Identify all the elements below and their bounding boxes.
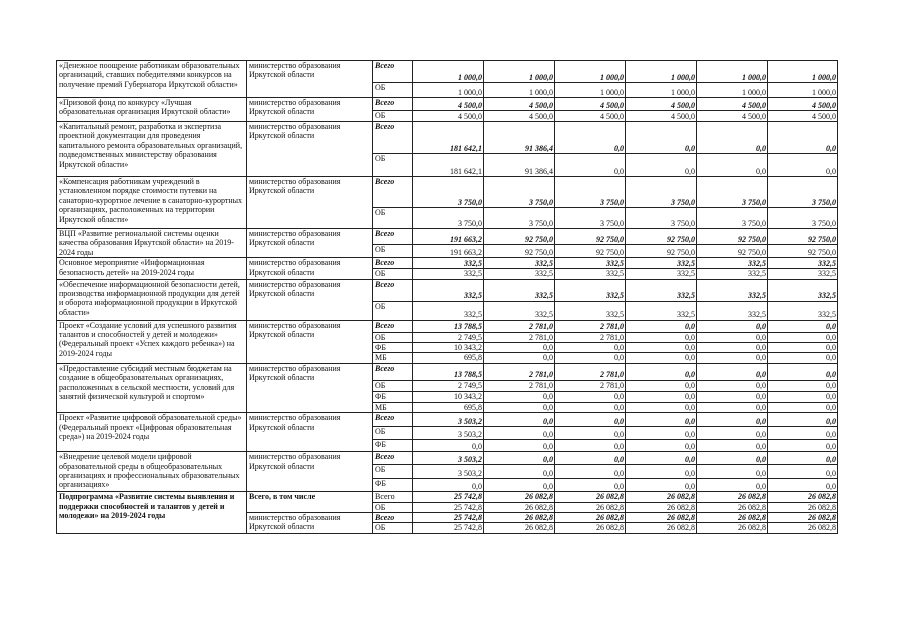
funding-source-cell: Всего [373,229,413,245]
amount-cell: 0,0 [768,413,838,427]
amount-cell: 1 000,0 [768,83,838,98]
amount-cell: 0,0 [768,391,838,402]
responsible-executor-cell: министерство образования Иркутской области [247,320,373,363]
amount-cell: 0,0 [768,154,838,177]
amount-cell: 332,5 [413,269,484,279]
amount-cell: 92 750,0 [768,229,838,245]
amount-cell: 0,0 [555,391,626,402]
amount-cell: 0,0 [768,427,838,440]
amount-cell: 4 500,0 [484,98,555,111]
amount-cell: 0,0 [768,452,838,465]
funding-source-cell: ОБ [373,465,413,479]
amount-cell: 0,0 [626,380,697,391]
amount-cell: 3 750,0 [484,208,555,229]
amount-cell: 332,5 [626,301,697,320]
amount-cell: 1 000,0 [413,61,484,83]
amount-cell: 0,0 [697,343,768,353]
amount-cell: 4 500,0 [768,98,838,111]
amount-cell: 26 082,8 [555,502,626,512]
amount-cell: 695,8 [413,353,484,363]
amount-cell: 1 000,0 [484,83,555,98]
amount-cell: 332,5 [484,269,555,279]
program-name-cell: «Обеспечение информационной безопасности детей, производства информационной продукции для детей и оборота информационной продукции в Иркутской области» [57,279,247,320]
amount-cell: 13 788,5 [413,363,484,380]
program-name-cell: Проект «Создание условий для успешного развития талантов и способностей у детей и молодежи» (Федеральный проект «Успех каждого ребенка») на 2019-2024 годы [57,320,247,363]
program-name-cell: «Призовой фонд по конкурсу «Лучшая образовательная организация Иркутской области» [57,98,247,122]
amount-cell: 0,0 [768,343,838,353]
amount-cell: 0,0 [768,122,838,154]
amount-cell: 25 742,8 [413,502,484,512]
table-row [57,122,838,154]
amount-cell: 0,0 [697,427,768,440]
amount-cell: 332,5 [626,258,697,269]
amount-cell: 0,0 [697,353,768,363]
amount-cell: 92 750,0 [697,229,768,245]
funding-source-cell: ОБ [373,245,413,258]
amount-cell: 332,5 [484,279,555,301]
program-name-cell: «Денежное поощрение работникам образовательных организаций, ставших победителями конкурсов на получение премий Губернатора Иркутской области» [57,61,247,98]
responsible-executor-cell: министерство образования Иркутской области [247,279,373,320]
program-name-cell: ВЦП «Развитие региональной системы оценки качества образования Иркутской области» на 2019-2024 годы [57,229,247,258]
table-row [57,98,838,111]
amount-cell: 0,0 [697,122,768,154]
amount-cell: 2 749,5 [413,380,484,391]
amount-cell: 0,0 [697,465,768,479]
funding-source-cell: ОБ [373,523,413,533]
amount-cell: 0,0 [768,402,838,412]
responsible-executor-cell: министерство образования Иркутской области [247,513,373,534]
amount-cell: 0,0 [484,440,555,452]
amount-cell: 25 742,8 [413,492,484,502]
responsible-executor-cell: министерство образования Иркутской области [247,98,373,122]
amount-cell: 0,0 [484,479,555,492]
amount-cell: 1 000,0 [626,83,697,98]
amount-cell: 332,5 [768,269,838,279]
responsible-executor-cell: министерство образования Иркутской области [247,177,373,229]
amount-cell: 4 500,0 [626,98,697,111]
amount-cell: 0,0 [413,479,484,492]
amount-cell: 332,5 [484,258,555,269]
amount-cell: 0,0 [555,413,626,427]
funding-source-cell: ОБ [373,269,413,279]
amount-cell: 0,0 [697,391,768,402]
amount-cell: 1 000,0 [697,83,768,98]
amount-cell: 332,5 [697,269,768,279]
amount-cell: 92 750,0 [484,245,555,258]
amount-cell: 3 750,0 [555,208,626,229]
amount-cell: 26 082,8 [484,492,555,502]
responsible-executor-cell: министерство образования Иркутской области [247,363,373,412]
amount-cell: 332,5 [626,269,697,279]
amount-cell: 92 750,0 [626,245,697,258]
amount-cell: 4 500,0 [555,98,626,111]
amount-cell: 0,0 [555,353,626,363]
amount-cell: 4 500,0 [768,111,838,122]
program-name-cell: «Предоставление субсидий местным бюджетам на создание в общеобразовательных организациях, расположенных в сельской местности, условий для занятий физической культурой и спортом» [57,363,247,412]
amount-cell: 332,5 [697,279,768,301]
amount-cell: 0,0 [697,154,768,177]
amount-cell: 26 082,8 [626,502,697,512]
amount-cell: 0,0 [555,440,626,452]
funding-source-cell: Всего [373,320,413,332]
budget-table-body [57,61,838,534]
amount-cell: 2 781,0 [484,332,555,342]
amount-cell: 3 503,2 [413,452,484,465]
amount-cell: 332,5 [484,301,555,320]
table-row [57,492,838,502]
amount-cell: 0,0 [626,320,697,332]
program-name-cell: Основное мероприятие «Информационная безопасность детей» на 2019-2024 годы [57,258,247,279]
funding-source-cell: Всего [373,177,413,208]
amount-cell: 3 750,0 [626,208,697,229]
amount-cell: 332,5 [768,301,838,320]
amount-cell: 0,0 [697,479,768,492]
amount-cell: 91 386,4 [484,154,555,177]
budget-table-sheet [56,60,837,534]
amount-cell: 2 781,0 [555,320,626,332]
amount-cell: 2 749,5 [413,332,484,342]
funding-source-cell: ОБ [373,83,413,98]
amount-cell: 0,0 [697,413,768,427]
amount-cell: 26 082,8 [768,492,838,502]
amount-cell: 92 750,0 [697,245,768,258]
amount-cell: 1 000,0 [768,61,838,83]
amount-cell: 1 000,0 [626,61,697,83]
amount-cell: 0,0 [555,479,626,492]
table-row [57,258,838,269]
amount-cell: 25 742,8 [413,523,484,533]
funding-source-cell: Всего [373,258,413,269]
amount-cell: 3 750,0 [768,208,838,229]
amount-cell: 332,5 [413,258,484,269]
amount-cell: 3 750,0 [626,177,697,208]
table-row [57,363,838,380]
funding-source-cell: ОБ [373,427,413,440]
amount-cell: 26 082,8 [768,523,838,533]
amount-cell: 3 750,0 [413,177,484,208]
amount-cell: 0,0 [484,413,555,427]
amount-cell: 0,0 [697,363,768,380]
amount-cell: 3 750,0 [768,177,838,208]
amount-cell: 26 082,8 [697,492,768,502]
amount-cell: 332,5 [413,279,484,301]
amount-cell: 332,5 [768,258,838,269]
amount-cell: 26 082,8 [697,523,768,533]
table-row [57,229,838,245]
amount-cell: 4 500,0 [626,111,697,122]
funding-source-cell: МБ [373,353,413,363]
amount-cell: 3 750,0 [555,177,626,208]
amount-cell: 4 500,0 [555,111,626,122]
program-name-cell: Проект «Развитие цифровой образовательной среды» (Федеральный проект «Цифровая образовательная среда») на 2019-2024 годы [57,413,247,452]
amount-cell: 0,0 [626,363,697,380]
amount-cell: 3 503,2 [413,465,484,479]
amount-cell: 332,5 [626,279,697,301]
amount-cell: 92 750,0 [626,229,697,245]
amount-cell: 3 750,0 [484,177,555,208]
amount-cell: 26 082,8 [626,492,697,502]
table-row [57,452,838,465]
amount-cell: 0,0 [697,440,768,452]
amount-cell: 0,0 [484,343,555,353]
amount-cell: 0,0 [484,402,555,412]
amount-cell: 0,0 [697,380,768,391]
funding-source-cell: ФБ [373,440,413,452]
responsible-executor-cell: министерство образования Иркутской области [247,413,373,452]
amount-cell: 0,0 [768,440,838,452]
amount-cell: 10 343,2 [413,343,484,353]
amount-cell: 91 386,4 [484,122,555,154]
amount-cell: 26 082,8 [555,513,626,523]
amount-cell: 0,0 [555,154,626,177]
amount-cell: 0,0 [697,332,768,342]
amount-cell: 0,0 [697,402,768,412]
amount-cell: 191 663,2 [413,229,484,245]
amount-cell: 181 642,1 [413,122,484,154]
amount-cell: 4 500,0 [697,111,768,122]
amount-cell: 4 500,0 [484,111,555,122]
amount-cell: 0,0 [697,320,768,332]
program-name-cell: «Компенсация работникам учреждений в установленном порядке стоимости путевки на санаторно-курортное лечение в санаторно-курортных организациях, расположенных на территории Иркутской области» [57,177,247,229]
amount-cell: 0,0 [697,452,768,465]
amount-cell: 0,0 [626,353,697,363]
amount-cell: 332,5 [555,279,626,301]
amount-cell: 26 082,8 [484,513,555,523]
amount-cell: 2 781,0 [484,363,555,380]
amount-cell: 25 742,8 [413,513,484,523]
amount-cell: 26 082,8 [768,513,838,523]
amount-cell: 332,5 [555,269,626,279]
funding-source-cell: Всего [373,122,413,154]
amount-cell: 2 781,0 [484,380,555,391]
funding-source-cell: Всего [373,98,413,111]
amount-cell: 0,0 [626,154,697,177]
funding-source-cell: ФБ [373,479,413,492]
amount-cell: 0,0 [555,402,626,412]
amount-cell: 332,5 [697,258,768,269]
amount-cell: 26 082,8 [697,502,768,512]
funding-source-cell: Всего [373,279,413,301]
amount-cell: 695,8 [413,402,484,412]
table-row [57,177,838,208]
amount-cell: 26 082,8 [697,513,768,523]
program-name-cell: «Капитальный ремонт, разработка и экспертиза проектной документации для проведения капитального ремонта образовательных организаций, подведомственных министерству образования Иркутской области» [57,122,247,177]
amount-cell: 0,0 [484,353,555,363]
amount-cell: 26 082,8 [626,523,697,533]
amount-cell: 3 750,0 [697,177,768,208]
amount-cell: 26 082,8 [555,523,626,533]
amount-cell: 0,0 [484,452,555,465]
amount-cell: 92 750,0 [768,245,838,258]
funding-source-cell: ОБ [373,154,413,177]
amount-cell: 0,0 [555,452,626,465]
amount-cell: 0,0 [626,332,697,342]
amount-cell: 26 082,8 [626,513,697,523]
amount-cell: 0,0 [626,402,697,412]
amount-cell: 4 500,0 [413,111,484,122]
amount-cell: 0,0 [484,427,555,440]
amount-cell: 92 750,0 [555,229,626,245]
amount-cell: 0,0 [484,391,555,402]
amount-cell: 0,0 [768,353,838,363]
amount-cell: 1 000,0 [697,61,768,83]
amount-cell: 3 750,0 [697,208,768,229]
amount-cell: 332,5 [413,301,484,320]
funding-source-cell: Всего [373,513,413,523]
amount-cell: 26 082,8 [484,502,555,512]
amount-cell: 2 781,0 [555,332,626,342]
amount-cell: 26 082,8 [484,523,555,533]
amount-cell: 0,0 [768,363,838,380]
amount-cell: 0,0 [626,452,697,465]
amount-cell: 10 343,2 [413,391,484,402]
amount-cell: 4 500,0 [413,98,484,111]
amount-cell: 0,0 [768,479,838,492]
table-row [57,279,838,301]
amount-cell: 2 781,0 [555,380,626,391]
amount-cell: 2 781,0 [484,320,555,332]
subprogram-name-cell: Подпрограмма «Развитие системы выявления и поддержки способностей и талантов у детей и молодежи» на 2019-2024 годы [57,492,247,534]
amount-cell: 0,0 [626,122,697,154]
amount-cell: 1 000,0 [555,61,626,83]
amount-cell: 332,5 [555,258,626,269]
funding-source-cell: ОБ [373,111,413,122]
funding-source-cell: ФБ [373,343,413,353]
funding-source-cell: Всего [373,61,413,83]
amount-cell: 332,5 [697,301,768,320]
funding-source-cell: ОБ [373,332,413,342]
amount-cell: 0,0 [626,479,697,492]
responsible-executor-cell: министерство образования Иркутской области [247,258,373,279]
funding-source-cell: МБ [373,402,413,412]
amount-cell: 2 781,0 [555,363,626,380]
responsible-executor-cell: Всего, в том числе [247,492,373,513]
funding-source-cell: Всего [373,363,413,380]
amount-cell: 0,0 [768,380,838,391]
funding-source-cell: ОБ [373,502,413,512]
funding-source-cell: Всего [373,492,413,502]
amount-cell: 332,5 [555,301,626,320]
amount-cell: 92 750,0 [484,229,555,245]
amount-cell: 0,0 [626,427,697,440]
funding-source-cell: Всего [373,413,413,427]
amount-cell: 0,0 [413,440,484,452]
amount-cell: 0,0 [626,391,697,402]
funding-source-cell: Всего [373,452,413,465]
amount-cell: 0,0 [626,413,697,427]
amount-cell: 3 503,2 [413,427,484,440]
amount-cell: 332,5 [768,279,838,301]
funding-source-cell: ФБ [373,391,413,402]
amount-cell: 0,0 [555,465,626,479]
amount-cell: 0,0 [626,440,697,452]
amount-cell: 0,0 [768,465,838,479]
funding-source-cell: ОБ [373,380,413,391]
budget-table [56,60,838,534]
responsible-executor-cell: министерство образования Иркутской области [247,452,373,492]
responsible-executor-cell: министерство образования Иркутской области [247,61,373,98]
table-row [57,413,838,427]
amount-cell: 1 000,0 [555,83,626,98]
program-name-cell: «Внедрение целевой модели цифровой образовательной среды в общеобразовательных организациях и профессиональных образовательных организациях» [57,452,247,492]
amount-cell: 0,0 [626,465,697,479]
amount-cell: 0,0 [768,332,838,342]
amount-cell: 181 642,1 [413,154,484,177]
amount-cell: 92 750,0 [555,245,626,258]
amount-cell: 26 082,8 [768,502,838,512]
amount-cell: 3 503,2 [413,413,484,427]
amount-cell: 191 663,2 [413,245,484,258]
amount-cell: 0,0 [626,343,697,353]
amount-cell: 26 082,8 [555,492,626,502]
amount-cell: 4 500,0 [697,98,768,111]
table-row [57,320,838,332]
responsible-executor-cell: министерство образования Иркутской области [247,229,373,258]
amount-cell: 1 000,0 [413,83,484,98]
amount-cell: 0,0 [555,343,626,353]
amount-cell: 0,0 [768,320,838,332]
amount-cell: 13 788,5 [413,320,484,332]
amount-cell: 3 750,0 [413,208,484,229]
amount-cell: 1 000,0 [484,61,555,83]
funding-source-cell: ОБ [373,208,413,229]
amount-cell: 0,0 [555,427,626,440]
amount-cell: 0,0 [484,465,555,479]
table-row [57,61,838,83]
responsible-executor-cell: министерство образования Иркутской области [247,122,373,177]
amount-cell: 0,0 [555,122,626,154]
funding-source-cell: ОБ [373,301,413,320]
